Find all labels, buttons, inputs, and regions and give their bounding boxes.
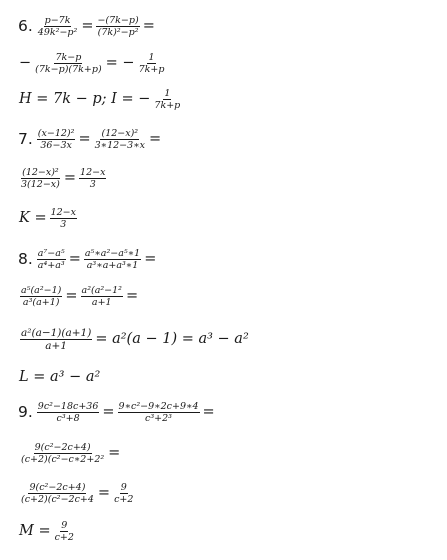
expression-text: = — [102, 404, 115, 420]
fraction — [153, 88, 181, 111]
equation-line — [18, 12, 156, 40]
fraction — [34, 52, 103, 75]
expression-text: H = 7k − p; I = − — [19, 91, 151, 107]
fraction-denominator: c+2 — [114, 493, 134, 505]
fraction — [79, 167, 106, 190]
equation-line — [18, 282, 139, 310]
fraction-denominator: 49k²−p² — [37, 26, 78, 38]
fraction — [20, 167, 61, 190]
fraction — [96, 15, 139, 38]
fraction-denominator: 36−3x — [40, 139, 72, 151]
fraction-denominator: c+2 — [54, 531, 74, 543]
equation-line — [18, 363, 101, 391]
fraction-denominator: a+1 — [91, 296, 112, 308]
expression-text: = — [65, 288, 78, 304]
problem-number: 6. — [18, 17, 33, 35]
fraction — [20, 482, 95, 505]
fraction — [20, 442, 105, 465]
expression-text: L = a³ − a² — [19, 369, 101, 385]
fraction-denominator: (7k)²−p² — [97, 26, 139, 38]
fraction — [37, 248, 66, 271]
fraction-numerator: a⁷−a⁵ — [37, 247, 65, 259]
fraction — [20, 285, 62, 308]
fraction — [94, 128, 146, 151]
expression-text: = — [149, 131, 162, 147]
fraction — [37, 128, 76, 151]
equation-line — [18, 85, 183, 113]
fraction — [138, 52, 166, 75]
expression-text: = — [144, 251, 157, 267]
fraction-numerator: 1 — [164, 87, 171, 99]
fraction-denominator: a+1 — [45, 339, 68, 352]
fraction-denominator: (c+2)(c²−c∗2+2² — [21, 453, 105, 465]
equation-line — [18, 204, 79, 232]
fraction-numerator: 1 — [148, 51, 155, 63]
equation-line — [18, 49, 167, 77]
fraction-denominator: (c+2)(c²−2c+4 — [21, 493, 94, 505]
expression-text: = − — [105, 55, 135, 71]
fraction-numerator: 9c²−18c+36 — [37, 400, 99, 412]
fraction — [81, 285, 123, 308]
equation-line — [18, 398, 216, 426]
fraction-denominator: a³∗a+a³∗1 — [86, 259, 139, 271]
expression-text: = — [108, 445, 121, 461]
expression-text: = — [81, 18, 94, 34]
fraction-numerator: a⁵∗a²−a⁵∗1 — [84, 247, 141, 259]
fraction — [113, 482, 134, 505]
fraction-numerator: a²(a−1)(a+1) — [21, 326, 92, 339]
fraction-numerator: 12−x — [50, 206, 76, 218]
equation-line — [18, 479, 136, 507]
problem-number: 7. — [18, 130, 33, 148]
fraction — [84, 248, 141, 271]
fraction-numerator: 9 — [61, 519, 68, 531]
fraction — [50, 207, 77, 230]
fraction-numerator: 12−x — [80, 166, 106, 178]
equation-line — [18, 164, 108, 192]
fraction — [54, 520, 75, 543]
expression-text: = — [78, 131, 91, 147]
expression-text: M = — [19, 523, 51, 539]
expression-text: = — [126, 288, 139, 304]
problem-number: 8. — [18, 250, 33, 268]
fraction-numerator: 7k−p — [55, 51, 82, 63]
fraction-denominator: a⁴+a³ — [37, 259, 65, 271]
fraction — [20, 327, 92, 352]
expression-text: = — [68, 251, 81, 267]
fraction — [37, 15, 79, 38]
fraction-denominator: 3∗12−3∗x — [94, 139, 146, 151]
fraction-numerator: −(7k−p) — [97, 14, 139, 26]
fraction-numerator: p−7k — [44, 14, 71, 26]
fraction-denominator: c³+2³ — [145, 412, 172, 424]
expression-text: = — [97, 485, 111, 501]
fraction — [118, 401, 200, 424]
fraction-denominator: (7k−p)(7k+p) — [35, 63, 102, 75]
expression-text: K = — [19, 210, 47, 226]
fraction-denominator: 3 — [60, 218, 67, 230]
fraction-numerator: a⁵(a²−1) — [21, 284, 62, 296]
fraction-numerator: a²(a²−1² — [81, 284, 122, 296]
expression-text: = — [142, 18, 155, 34]
fraction-denominator: 7k+p — [138, 63, 165, 75]
equation-line — [18, 439, 121, 467]
expression-text: = a²(a − 1) = a³ − a² — [95, 331, 249, 347]
fraction-numerator: (12−x)² — [22, 166, 59, 178]
fraction-denominator: 7k+p — [154, 99, 181, 111]
fraction-denominator: 3(12−x) — [21, 178, 60, 190]
equation-line — [18, 325, 250, 353]
fraction-numerator: 9(c²−2c+4) — [29, 481, 86, 493]
fraction-denominator: c³+8 — [56, 412, 80, 424]
equation-line — [18, 125, 162, 153]
expression-text: − — [19, 55, 32, 71]
problem-number: 9. — [18, 403, 33, 421]
fraction-numerator: (12−x)² — [101, 127, 139, 139]
fraction — [37, 401, 100, 424]
fraction-denominator: a³(a+1) — [22, 296, 60, 308]
fraction-denominator: 3 — [89, 178, 96, 190]
expression-text: = — [63, 170, 77, 186]
fraction-numerator: 9∗c²−9∗2c+9∗4 — [118, 400, 199, 412]
fraction-numerator: 9 — [120, 481, 127, 493]
expression-text: = — [202, 404, 215, 420]
equation-line — [18, 517, 77, 545]
fraction-numerator: (x−12)² — [37, 127, 75, 139]
equation-line — [18, 245, 157, 273]
fraction-numerator: 9(c²−2c+4) — [34, 441, 91, 453]
